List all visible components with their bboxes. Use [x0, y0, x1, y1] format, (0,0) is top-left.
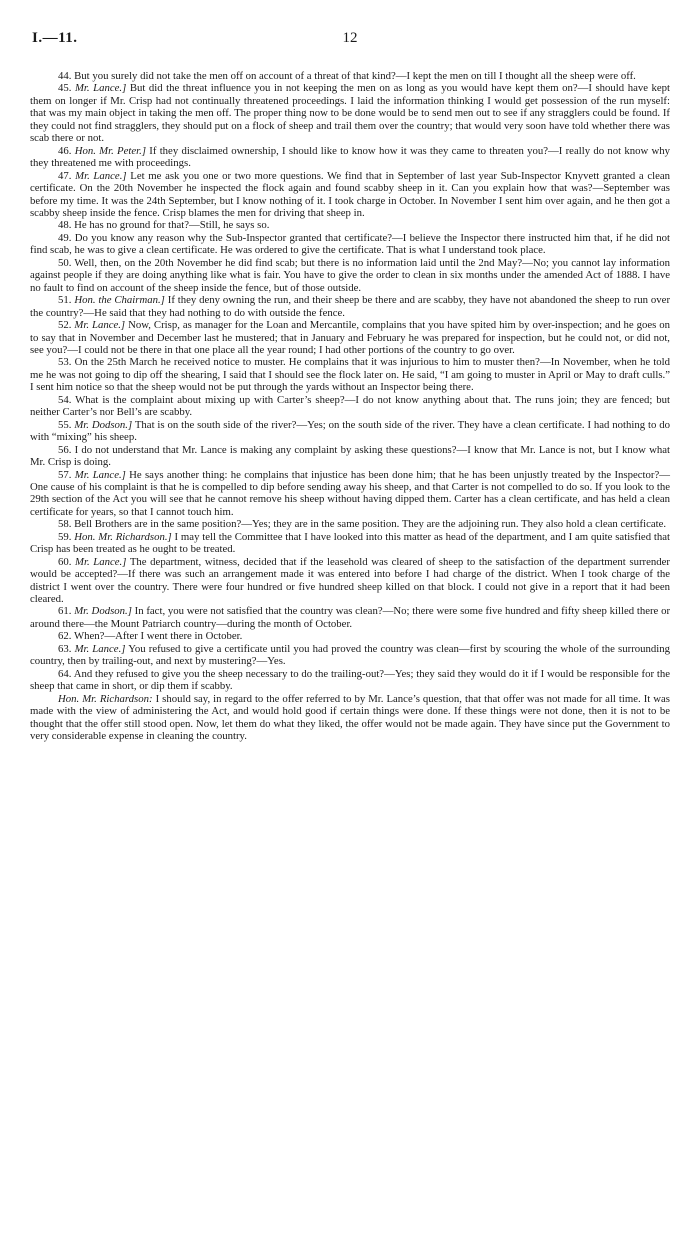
question-number: 54. [58, 393, 72, 406]
question-number: 47. [58, 169, 72, 182]
paragraph [30, 319, 670, 356]
paragraph [30, 518, 670, 530]
paragraph [30, 693, 670, 743]
question-number: 49. [58, 231, 72, 244]
question-number: 58. [58, 518, 72, 531]
question-number: 57. [58, 468, 72, 481]
paragraph [30, 145, 670, 170]
speaker: Mr. Lance.] [75, 169, 127, 182]
question-number: 56. [58, 443, 72, 456]
question-number: 64. [58, 667, 72, 680]
paragraph-text: And they refused to give you the sheep necessary to do the trailing-out?—Yes; they said they would do it if I would be responsible for the sheep that came in short, or dip them if scabby. [30, 667, 670, 693]
paragraph [30, 356, 670, 393]
paragraph-text: Do you know any reason why the Sub-Inspector granted that certificate?—I believe the Inspector there instructed him that, if he did not find scab, he was to give a clean certificate. He was ordered to give the certificate. That is what I understand took place. [30, 231, 670, 257]
paragraph [30, 444, 670, 469]
paragraph-text: On the 25th March he received notice to muster. He complains that it was injurious to him to muster then?—In November, when he told me he was not going to dip off the shearing, I said that I should see the flock later on. He said, “I am going to muster in April or May to draft culls.” I sent him notice so that the sheep would not be put through the yards without an Inspector being there. [30, 356, 670, 394]
paragraph [30, 294, 670, 319]
paragraph-text: I may tell the Committee that I have looked into this matter as head of the department, and I am quite satisfied that Crisp has been treated as he ought to be treated. [30, 530, 671, 556]
paragraph-text: Bell Brothers are in the same position?—Yes; they are in the same position. They are the adjoining run. They also hold a clean certificate. [74, 518, 667, 531]
question-number: 48. [58, 219, 72, 232]
paragraph [30, 668, 670, 693]
paragraph-text: When?—After I went there in October. [73, 630, 243, 643]
paragraph [30, 556, 670, 606]
paragraph-text: If they deny owning the run, and their sheep be there and are scabby, they have not abandoned the sheep to run over the country?—He said that they had nothing to do with outside the fence. [30, 294, 671, 319]
document-reference: I.—11. [32, 30, 78, 46]
question-number: 46. [58, 144, 72, 157]
speaker: Mr. Lance.] [74, 642, 126, 655]
speaker: Hon. the Chairman.] [74, 294, 165, 307]
paragraph [30, 630, 670, 642]
question-number: 44. [58, 70, 72, 82]
paragraph-text: He says another thing: he complains that injustice has been done him; that he has been unjustly treated by the Inspector?—One cause of his complaint is that he is compelled to dip before sending away his sheep, and that Carter is not compelled to do so. If you look to the 29th section of the Act you will see that he cannot remove his sheep without having dipped them. Carter has a clean certificate, and has held a clean certificate for years, so that I cannot touch him. [30, 468, 671, 518]
question-number: 50. [58, 256, 72, 269]
question-number: 53. [58, 356, 72, 369]
paragraph [30, 219, 670, 231]
paragraph-text: I do not understand that Mr. Lance is making any complaint by asking these questions?—I know that Mr. Lance is not, but I know what Mr. Crisp is doing. [30, 443, 671, 469]
speaker: Mr. Lance.] [74, 468, 126, 481]
paragraph-text: If they disclaimed ownership, I should like to know how it was they came to threaten you?—I really do not know why they threatened me with proceedings. [30, 144, 670, 170]
question-number: 45. [58, 82, 72, 95]
paragraph [30, 394, 670, 419]
paragraph-text: Now, Crisp, as manager for the Loan and Mercantile, complains that you have spited him by over-inspection; and he goes on to say that in November and December last he mustered; that in January and February he was prepared for inspection, but he could not, or did not, see you?—I could not be there in that one place all the year round; I had other portions of the country to go over. [30, 319, 671, 356]
speaker: Mr. Dodson.] [74, 418, 133, 431]
question-number: 59. [58, 530, 72, 543]
paragraph [30, 605, 670, 630]
question-number: 51. [58, 294, 72, 307]
speaker: Hon. Mr. Peter.] [74, 144, 147, 157]
paragraph-text: What is the complaint about mixing up with Carter’s sheep?—I do not know anything about that. The runs join; they are fenced; but neither Carter’s nor Bell’s are scabby. [30, 393, 670, 419]
document-body [30, 70, 670, 742]
paragraph-text: But did the threat influence you in not keeping the men on as long as you would have kept them on?—I should have kept them on longer if Mr. Crisp had not continually threatened proceedings. I laid the information thinking I would get possession of the run myself: that was my main object in taking the men off. The proper thing now to be done would be to send men out to see if any stragglers could be found. If they could not find stragglers, they should put on a flock of sheep and trail them over the country; that would very soon have told whether there was scab there or not. [30, 82, 671, 145]
paragraph [30, 82, 670, 144]
paragraph-text: Well, then, on the 20th November he did find scab; but there is no information laid until the 2nd May?—No; you cannot lay information against people if they are doing anything like what is fair. You have to give the order to clean in six months under the amended Act of 1888. I have no fault to find on account of the sheep inside the fence, but of those outside. [30, 256, 670, 294]
paragraph-text: Let me ask you one or two more questions. We find that in September of last year Sub-Inspector Knyvett granted a clean certificate. On the 20th November he inspected the flock again and found scabby sheep in it. Can you explain how that was?—September was before my time. It was the 24th September, but I know nothing of it. I took charge in October. In November I sent him over again, and he then got a scabby sheep inside the fence. Crisp blames the men for driving that sheep in. [30, 169, 671, 219]
question-number: 60. [58, 555, 72, 568]
paragraph [30, 232, 670, 257]
question-number: 55. [58, 418, 72, 431]
paragraph-text: You refused to give a certificate until you had proved the country was clean—first by scouring the whole of the surrounding country, then by trailing-out, and next by mustering?—Yes. [30, 642, 671, 668]
speaker: Mr. Lance.] [75, 555, 127, 568]
paragraph-text: The department, witness, decided that if the leasehold was cleared of sheep to the satisfaction of the department surrender would be accepted?—If there was such an arrangement made it was entered into before I had charge of the district. When I took charge of the district I went over the country. There were four hundred or five hundred sheep killed on that block. I could not give in a report that it had been cleared. [30, 555, 670, 606]
paragraph-text: But you surely did not take the men off on account of a threat of that kind?—I kept the men on till I thought all the sheep were off. [74, 70, 636, 82]
question-number: 61. [58, 605, 72, 618]
paragraph [30, 469, 670, 519]
page-header [32, 30, 668, 52]
paragraph-text: In fact, you were not satisfied that the country was clean?—No; there were some five hundred and fifty sheep killed there or around there—the Mount Patriarch country—during the month of October. [30, 605, 671, 630]
paragraph [30, 170, 670, 220]
question-number: 52. [58, 319, 72, 332]
question-number: 62. [58, 630, 72, 643]
paragraph-text: That is on the south side of the river?—Yes; on the south side of the river. They have a clean certificate. I had nothing to do with “mixing” his sheep. [30, 418, 671, 444]
speaker: Mr. Lance.] [74, 319, 126, 332]
speaker: Mr. Dodson.] [74, 605, 132, 618]
speaker: Mr. Lance.] [74, 82, 127, 95]
paragraph [30, 531, 670, 556]
paragraph [30, 419, 670, 444]
question-number: 63. [58, 642, 72, 655]
page-number: 12 [342, 30, 358, 46]
speaker: Hon. Mr. Richardson: [58, 692, 153, 705]
paragraph-text: He has no ground for that?—Still, he says so. [74, 219, 270, 232]
speaker: Hon. Mr. Richardson.] [74, 530, 172, 543]
paragraph-text: I should say, in regard to the offer referred to by Mr. Lance’s question, that that offer was not made for all time. It was made with the view of administering the Act, and would hold good if certain things were done. If these things were not done, then it is not to be thought that the offer still stood open. Now, let them do what they liked, the offer would not be made again. They have since put the Government to very considerable expense in cleaning the country. [30, 692, 670, 743]
paragraph [30, 257, 670, 294]
paragraph [30, 70, 670, 82]
paragraph [30, 643, 670, 668]
